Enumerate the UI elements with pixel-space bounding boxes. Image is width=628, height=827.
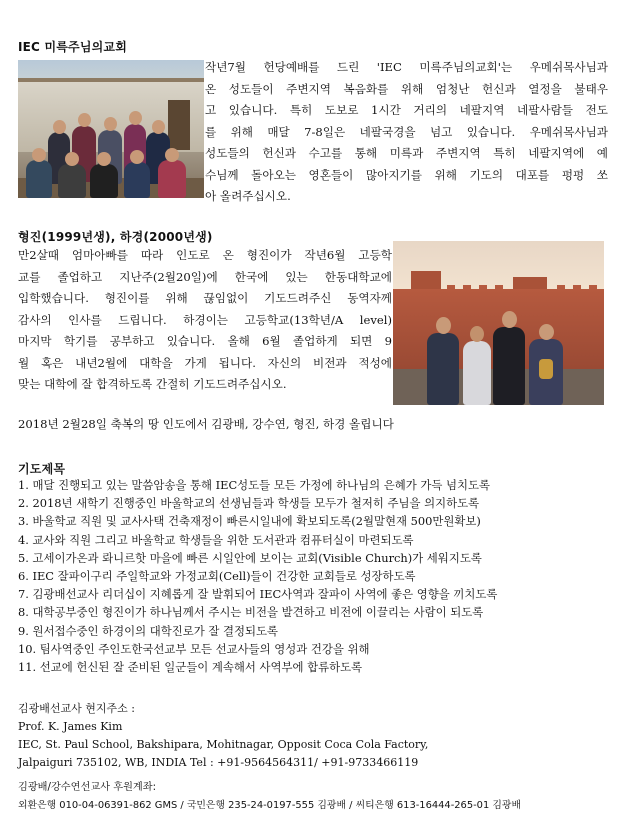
prayer-item: 9. 원서접수중인 하경이의 대학진로가 잘 결정되도록 [18, 623, 279, 638]
address-block [18, 700, 618, 772]
church-section-title: IEC 미륵주님의교회 [18, 40, 127, 54]
children-line: 맞는 대학에 잘 합격하도록 간절히 기도드려주십시오. [18, 377, 287, 391]
prayer-item: 6. IEC 잘파이구리 주일학교와 가정교회(Cell)들이 건강한 교회들로 성장하도록 [18, 568, 416, 583]
prayer-item: 10. 팀사역중인 주인도한국선교부 모든 선교사들의 영성과 건강을 위해 [18, 641, 370, 656]
church-line: 성도들의 헌신과 수고를 통해 미륵과 주변지역 특히 네팔지역에 예 [205, 146, 608, 160]
church-line: 작년7월 헌당예배를 드린 'IEC 미륵주님의교회'는 우메쉬목사님과 [205, 60, 608, 74]
address-label: 김광배선교사 현지주소 : [18, 702, 135, 715]
children-line: 월 혹은 내년2월에 대학을 가게 됩니다. 자신의 비전과 적성에 [18, 355, 392, 370]
prayer-item: 3. 바울학교 직원 및 교사사택 건축재정이 빠른시일내에 확보되도록(2월말현재 500만원확보) [18, 514, 481, 529]
prayer-item: 1. 매달 진행되고 있는 말씀암송을 통해 IEC성도들 모든 가정에 하나님의 은혜가 가득 넘치도록 [18, 478, 490, 492]
children-paragraph [18, 245, 392, 396]
account-label: 김광배/강수연선교사 후원계좌: [18, 782, 157, 793]
church-line: 아 올려주십시오. [205, 189, 291, 203]
prayer-section-title: 기도제목 [18, 462, 66, 476]
account-block [18, 779, 622, 815]
church-line: 를 위해 매달 7-8일은 네팔국경을 넘고 있습니다. 우메쉬목사님과 [205, 124, 608, 139]
church-line: 온 성도들이 주변지역 복음화를 위해 엄청난 헌신과 열정을 불태우 [205, 81, 608, 96]
prayer-list [18, 476, 618, 676]
church-line: 고 있습니다. 특히 도보로 1시간 거리의 네팔지역 네팔사람들 전도 [205, 103, 608, 117]
church-group-photo [18, 60, 204, 198]
prayer-item: 2. 2018년 새학기 진행중인 바울학교의 선생님들과 학생들 모두가 철저히 주님을 의지하도록 [18, 496, 480, 511]
children-line: 만2살때 엄마아빠를 따라 인도로 온 형진이가 작년6월 고등학 [18, 248, 392, 262]
account-line: 외환은행 010-04-06391-862 GMS / 국민은행 235-24-0197-555 김광배 / 씨티은행 613-16444-265-01 김광배 [18, 800, 522, 811]
children-line: 감사의 인사를 드립니다. 하경이는 고등학교(13학년/A level) [18, 312, 392, 327]
family-fort-photo [393, 241, 604, 405]
children-section-title: 형진(1999년생), 하경(2000년생) [18, 230, 213, 244]
address-line: IEC, St. Paul School, Bakshipara, Mohitnagar, Opposit Coca Cola Factory, [18, 738, 429, 751]
children-line: 마지막 학기를 공부하고 있습니다. 올해 6월 졸업하게 되면 9 [18, 334, 392, 348]
prayer-item: 5. 고세이가온과 롸니르핫 마을에 빠른 시일안에 보이는 교회(Visible Church)가 세워지도록 [18, 550, 482, 565]
address-line: Jalpaiguri 735102, WB, INDIA Tel : +91-9564564311/ +91-9733466119 [18, 756, 419, 769]
prayer-item: 4. 교사와 직원 그리고 바울학교 학생들을 위한 도서관과 컴퓨터실이 마련되도록 [18, 532, 414, 547]
church-line: 수님께 돌아오는 영혼들이 많아지기를 위해 기도의 대포를 펑펑 쏘 [205, 167, 608, 182]
children-line: 교를 졸업하고 지난주(2월20일)에 한국에 있는 한동대학교에 [18, 269, 392, 284]
prayer-item: 7. 김광배선교사 리더십이 지혜롭게 잘 발휘되어 IEC사역과 잘파이 사역에 좋은 영향을 끼치도록 [18, 587, 498, 602]
prayer-item: 8. 대학공부중인 형진이가 하나님께서 주시는 비전을 발견하고 비전에 이끌리는 사람이 되도록 [18, 605, 484, 620]
letter-signature: 2018년 2월28일 축복의 땅 인도에서 김광배, 강수연, 형진, 하경 올립니다 [18, 417, 394, 431]
church-paragraph [205, 57, 608, 208]
address-name: Prof. K. James Kim [18, 720, 123, 733]
prayer-item: 11. 선교에 헌신된 잘 준비된 일군들이 계속해서 사역부에 합류하도록 [18, 659, 363, 674]
children-line: 입학했습니다. 형진이를 위해 끊임없이 기도드려주신 동역자께 [18, 291, 392, 305]
